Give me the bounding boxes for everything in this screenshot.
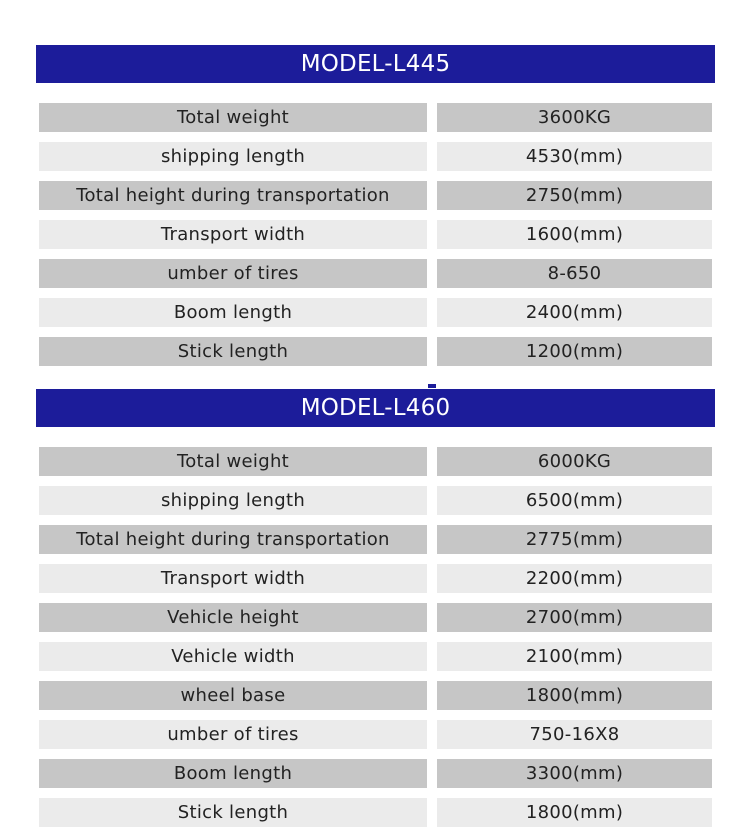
table-row [39,759,712,788]
spec-value: 2400(mm) [437,298,712,327]
spec-label: wheel base [39,681,427,710]
spec-value: 3300(mm) [437,759,712,788]
spec-value: 1800(mm) [437,798,712,827]
spec-label: Transport width [39,220,427,249]
model-l445-header [36,45,715,83]
spec-value: 750-16X8 [437,720,712,749]
table-row [39,103,712,132]
table-row [39,603,712,632]
table-row [39,486,712,515]
spec-label: Total height during transportation [39,181,427,210]
table-row [39,259,712,288]
spec-label: Total weight [39,103,427,132]
spec-value: 1200(mm) [437,337,712,366]
spec-value: 1800(mm) [437,681,712,710]
spec-label: Total height during transportation [39,525,427,554]
table-row [39,298,712,327]
spec-label: Total weight [39,447,427,476]
table-row [39,337,712,366]
spec-label: shipping length [39,486,427,515]
model-l460-title: MODEL-L460 [300,395,451,421]
table-row [39,642,712,671]
spec-label: shipping length [39,142,427,171]
spec-label: Stick length [39,337,427,366]
table-row [39,525,712,554]
spec-label: Boom length [39,759,427,788]
model-l460-header [36,389,715,427]
table-row [39,220,712,249]
spec-label: Vehicle width [39,642,427,671]
spec-label: Boom length [39,298,427,327]
table-row [39,681,712,710]
spec-label: Transport width [39,564,427,593]
spec-value: 2775(mm) [437,525,712,554]
spec-value: 3600KG [437,103,712,132]
spec-label: umber of tires [39,720,427,749]
spec-value: 2750(mm) [437,181,712,210]
model-l445-title: MODEL-L445 [300,51,451,77]
table-row [39,447,712,476]
spec-label: Stick length [39,798,427,827]
spec-label: Vehicle height [39,603,427,632]
spec-value: 1600(mm) [437,220,712,249]
table-row [39,142,712,171]
spec-value: 8-650 [437,259,712,288]
spec-value: 2100(mm) [437,642,712,671]
spec-value: 2700(mm) [437,603,712,632]
spec-label: umber of tires [39,259,427,288]
spec-value: 4530(mm) [437,142,712,171]
table-row [39,798,712,827]
spec-value: 2200(mm) [437,564,712,593]
spec-value: 6500(mm) [437,486,712,515]
divider-mark [428,384,436,388]
table-row [39,564,712,593]
spec-value: 6000KG [437,447,712,476]
table-row [39,181,712,210]
table-row [39,720,712,749]
